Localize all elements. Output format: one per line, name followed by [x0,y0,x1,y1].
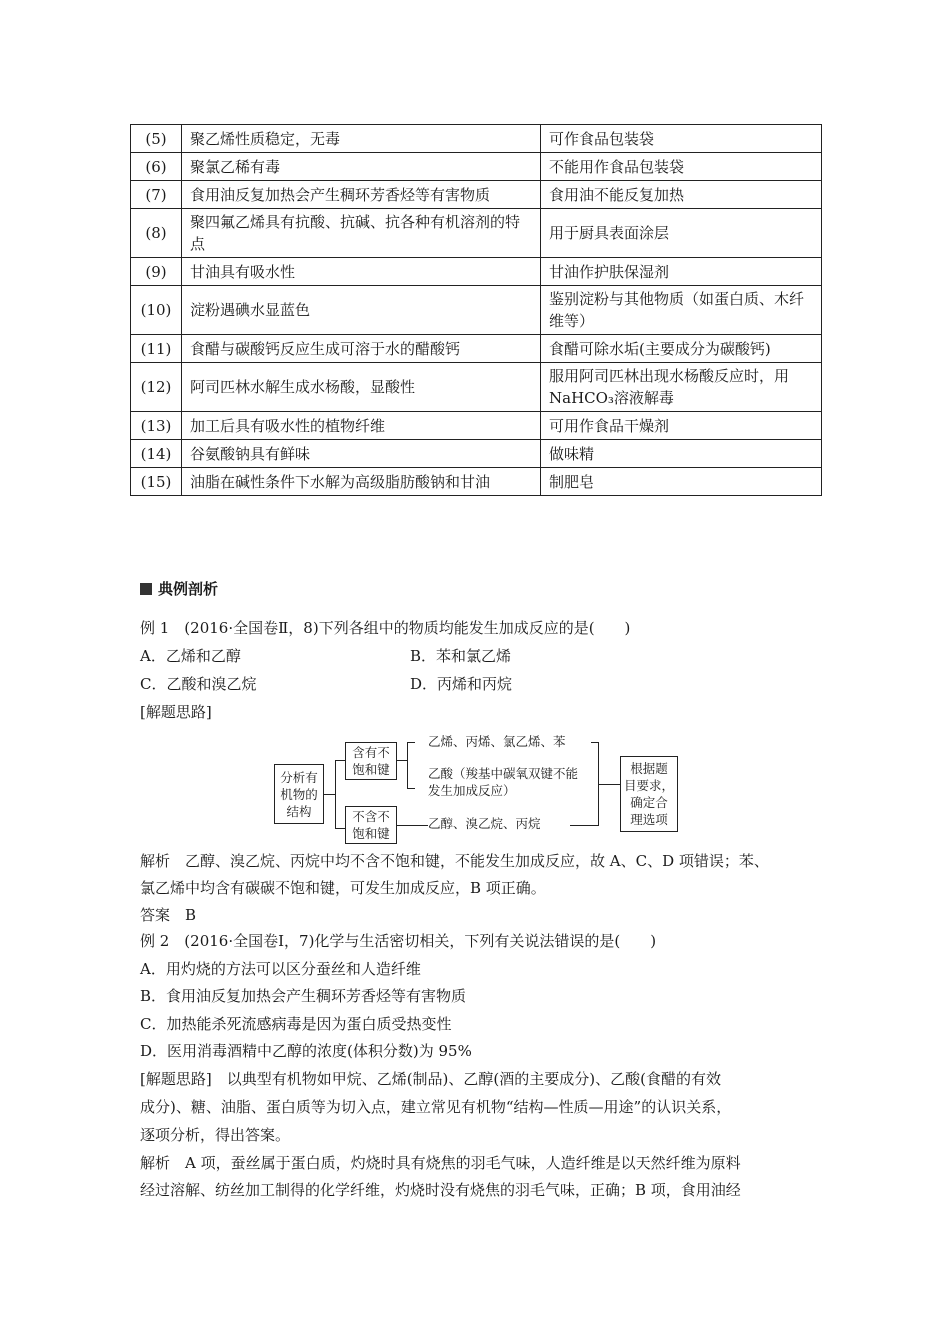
property-cell: 食用油反复加热会产生稠环芳香烃等有害物质 [182,181,541,209]
example1-analysis-line1: 解析 乙醇、溴乙烷、丙烷中均不含不饱和键，不能发生加成反应，故 A、C、D 项错误；苯、 [140,852,769,870]
use-cell: 食用油不能反复加热 [541,181,822,209]
diagram-start-box [274,764,324,824]
example2-option-c: C．加热能杀死流感病毒是因为蛋白质受热变性 [140,1015,452,1033]
diagram-connector [407,742,415,743]
use-cell: 用于厨具表面涂层 [541,209,822,258]
diagram-no-item: 乙醇、溴乙烷、丙烷 [428,816,541,831]
property-cell: 聚氯乙稀有毒 [182,153,541,181]
use-cell: 可作食品包装袋 [541,125,822,153]
use-cell: 服用阿司匹林出现水杨酸反应时，用NaHCO₃溶液解毒 [541,363,822,412]
row-number-cell: (12) [131,363,182,412]
property-use-table [130,124,822,496]
example2-analysis-line1: 解析 A 项，蚕丝属于蛋白质，灼烧时具有烧焦的羽毛气味，人造纤维是以天然纤维为原料 [140,1154,741,1172]
row-number-cell: (5) [131,125,182,153]
row-number-cell: (7) [131,181,182,209]
use-cell: 不能用作食品包装袋 [541,153,822,181]
diagram-connector [598,784,620,785]
section-title: 典例剖析 [158,580,219,598]
diagram-connector [324,794,335,795]
use-cell: 制肥皂 [541,468,822,496]
diagram-saturated-box [345,806,397,844]
section-heading [140,578,218,599]
property-cell: 阿司匹林水解生成水杨酸，显酸性 [182,363,541,412]
table-row [131,153,822,181]
property-cell: 谷氨酸钠具有鲜味 [182,440,541,468]
diagram-end-box [620,756,678,832]
row-number-cell: (11) [131,335,182,363]
table-row [131,468,822,496]
example1-option-b: B．苯和氯乙烯 [410,647,512,665]
property-cell: 加工后具有吸水性的植物纤维 [182,412,541,440]
square-bullet-icon [140,583,152,595]
use-cell: 做味精 [541,440,822,468]
row-number-cell: (14) [131,440,182,468]
table-row [131,286,822,335]
property-cell: 聚乙烯性质稳定，无毒 [182,125,541,153]
diagram-no-line: 饱和键 [352,826,390,841]
diagram-yes-line: 含有不 [352,745,390,760]
diagram-end-line: 目要求， [623,778,674,793]
example1-thinking-label: [解题思路] [140,703,212,721]
row-number-cell: (9) [131,258,182,286]
diagram-start-line: 结构 [286,804,312,819]
example2-analysis-line2: 经过溶解、纺丝加工制得的化学纤维，灼烧时没有烧焦的羽毛气味，正确；B 项，食用油经 [140,1181,741,1199]
diagram-start-line: 分析有 [280,770,318,785]
row-number-cell: (15) [131,468,182,496]
example2-question: 例 2 (2016·全国卷Ⅰ，7)化学与生活密切相关，下列有关说法错误的是( ) [140,932,657,950]
row-number-cell: (13) [131,412,182,440]
diagram-start-line: 机物的 [280,787,318,802]
example1-option-d: D．丙烯和丙烷 [410,675,513,693]
diagram-yes-item2-line1: 乙酸（羧基中碳氧双键不能 [428,766,579,781]
row-number-cell: (8) [131,209,182,258]
diagram-connector [397,760,407,761]
example2-thinking-line3: 逐项分析，得出答案。 [140,1126,291,1144]
diagram-unsaturated-box [345,742,397,780]
example1-option-a: A．乙烯和乙醇 [140,647,241,665]
example2-option-b: B．食用油反复加热会产生稠环芳香烃等有害物质 [140,987,467,1005]
diagram-connector [570,825,599,826]
diagram-connector [397,825,428,826]
diagram-connector [335,828,345,829]
diagram-bracket [335,760,336,828]
property-cell: 油脂在碱性条件下水解为高级脂肪酸钠和甘油 [182,468,541,496]
diagram-connector [407,788,415,789]
diagram-no-line: 不含不 [352,809,390,824]
diagram-yes-item2-line2: 发生加成反应） [428,783,516,798]
use-cell: 可用作食品干燥剂 [541,412,822,440]
diagram-connector [335,760,345,761]
table-row [131,258,822,286]
diagram-bracket [407,742,408,788]
example2-option-d: D．医用消毒酒精中乙醇的浓度(体积分数)为 95% [140,1042,472,1060]
example2-option-a: A．用灼烧的方法可以区分蚕丝和人造纤维 [140,960,421,978]
diagram-yes-line: 饱和键 [352,762,390,777]
property-cell: 甘油具有吸水性 [182,258,541,286]
property-cell: 食醋与碳酸钙反应生成可溶于水的醋酸钙 [182,335,541,363]
example2-thinking-line1: [解题思路] 以典型有机物如甲烷、乙烯(制品)、乙醇(酒的主要成分)、乙酸(食醋的有效 [140,1070,721,1088]
table-row [131,412,822,440]
use-cell: 食醋可除水垢(主要成分为碳酸钙) [541,335,822,363]
example1-option-c: C．乙酸和溴乙烷 [140,675,257,693]
row-number-cell: (6) [131,153,182,181]
table-row [131,181,822,209]
property-cell: 聚四氟乙烯具有抗酸、抗碱、抗各种有机溶剂的特点 [182,209,541,258]
example1-question: 例 1 (2016·全国卷Ⅱ，8)下列各组中的物质均能发生加成反应的是( ) [140,619,631,637]
row-number-cell: (10) [131,286,182,335]
diagram-end-line: 理选项 [630,812,668,827]
table-row [131,335,822,363]
table-row [131,440,822,468]
diagram-end-line: 确定合 [630,795,668,810]
table-row [131,209,822,258]
example1-answer: 答案 B [140,906,197,924]
solution-flow-diagram [274,732,686,840]
example2-thinking-line2: 成分)、糖、油脂、蛋白质等为切入点，建立常见有机物“结构—性质—用途”的认识关系， [140,1098,732,1116]
example1-analysis-line2: 氯乙烯中均含有碳碳不饱和键，可发生加成反应，B 项正确。 [140,879,546,897]
use-cell: 甘油作护肤保湿剂 [541,258,822,286]
diagram-yes-item1: 乙烯、丙烯、氯乙烯、苯 [428,734,566,749]
property-cell: 淀粉遇碘水显蓝色 [182,286,541,335]
diagram-end-line: 根据题 [630,761,668,776]
use-cell: 鉴别淀粉与其他物质（如蛋白质、木纤维等） [541,286,822,335]
table-row [131,363,822,412]
table-row [131,125,822,153]
